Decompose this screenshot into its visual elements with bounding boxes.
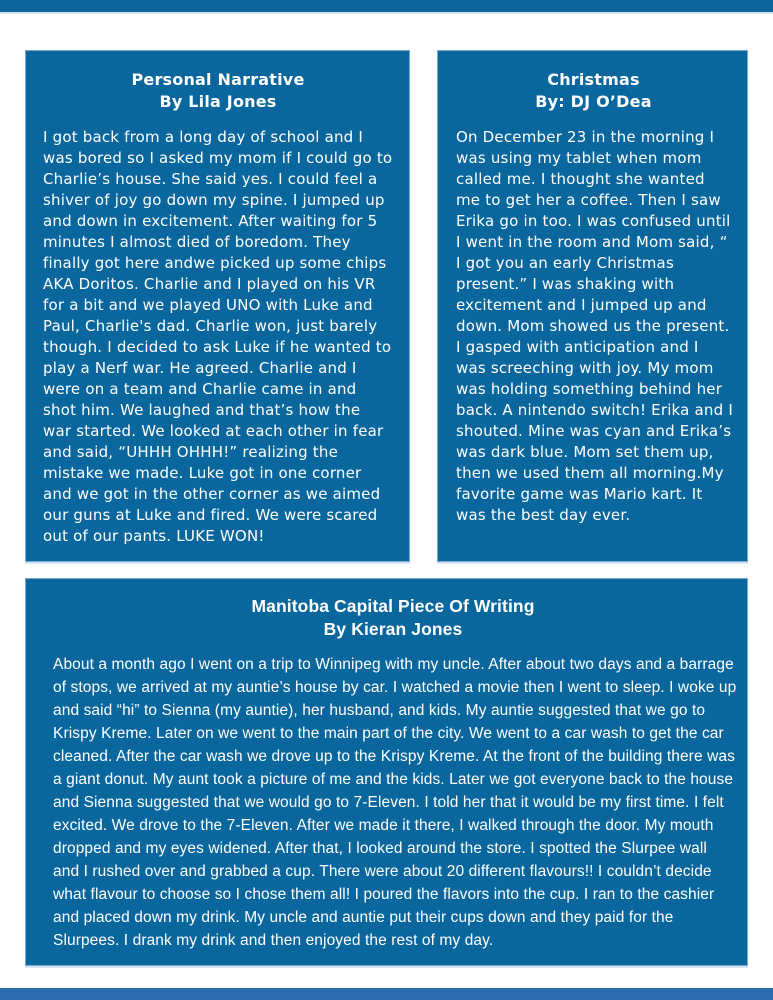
top-border-bar [0,0,773,14]
panel-personal-narrative [25,50,410,562]
story-text: On December 23 in the morning I was using my tablet when mom called me. I thought she wanted me to get her a coffee. Then I saw Erika go in too. I was confused until I went in the room and Mom said, “ I got you an early Christmas present.” I was shaking with excitement and I jumped up and down. Mom showed us the present. I gasped with anticipation and I was screeching with joy. My mom was holding something behind her back. A nintendo switch! Erika and I shouted. Mine was cyan and Erika’s was dark blue. Mom set them up, then we used them all morning.My favorite game was Mario kart. It was the best day ever. [456,128,733,524]
byline: By Lila Jones [159,92,277,111]
title-line-1: Christmas [547,70,640,89]
byline: By: DJ O’Dea [535,92,652,111]
title-line-1: Manitoba Capital Piece Of Writing [251,596,535,616]
panel-christmas [437,50,748,562]
story-text: About a month ago I went on a trip to Winnipeg with my uncle. After about two days and a barrage of stops, we arrived at my auntie’s house by car. I watched a movie then I went to sleep. I woke up and said “hi” to Sienna (my auntie), her husband, and kids. My auntie suggested that we go to Krispy Kreme. Later on we went to the main part of the city. We went to a car wash to get the car cleaned. After the car wash we drove up to the Krispy Kreme. At the front of the building there was a giant donut. My aunt took a picture of me and the kids. Later we got everyone back to the house and Sienna suggested that we would go to 7-Eleven. I told her that it would be my first time. I felt excited. We drove to the 7-Eleven. After we made it there, I walked through the door. My mouth dropped and my eyes widened. After that, I looked around the store. I spotted the Slurpee wall and I rushed over and grabbed a cup. There were about 20 different flavours!! I couldn’t decide what flavour to choose so I chose them all! I poured the flavors into the cup. I ran to the cashier and placed down my drink. My uncle and auntie put their cups down and they paid for the Slurpees. I drank my drink and then enjoyed the rest of my day. [53,656,737,949]
bottom-border-bar [0,988,773,1000]
byline: By Kieran Jones [323,619,463,639]
story-text: I got back from a long day of school and I was bored so I asked my mom if I could go to Charlie’s house. She said yes. I could feel a shiver of joy go down my spine. I jumped up and down in excitement. After waiting for 5 minutes I almost died of boredom. They finally got here andwe picked up some chips AKA Doritos. Charlie and I played on his VR for a bit and we played UNO with Luke and Paul, Charlie's dad. Charlie won, just barely though. I decided to ask Luke if he wanted to play a Nerf war. He agreed. Charlie and I were on a team and Charlie came in and shot him. We laughed and that’s how the war started. We looked at each other in fear and said, “UHHH OHHH!” realizing the mistake we made. Luke got in one corner and we got in the other corner as we aimed our guns at Luke and fired. We were scared out of our pants. LUKE WON! [43,128,393,545]
panel-title [43,69,393,113]
title-line-1: Personal Narrative [131,70,305,89]
panel-manitoba-capital [25,578,748,966]
panel-title [456,69,731,113]
panel-title [53,595,733,641]
